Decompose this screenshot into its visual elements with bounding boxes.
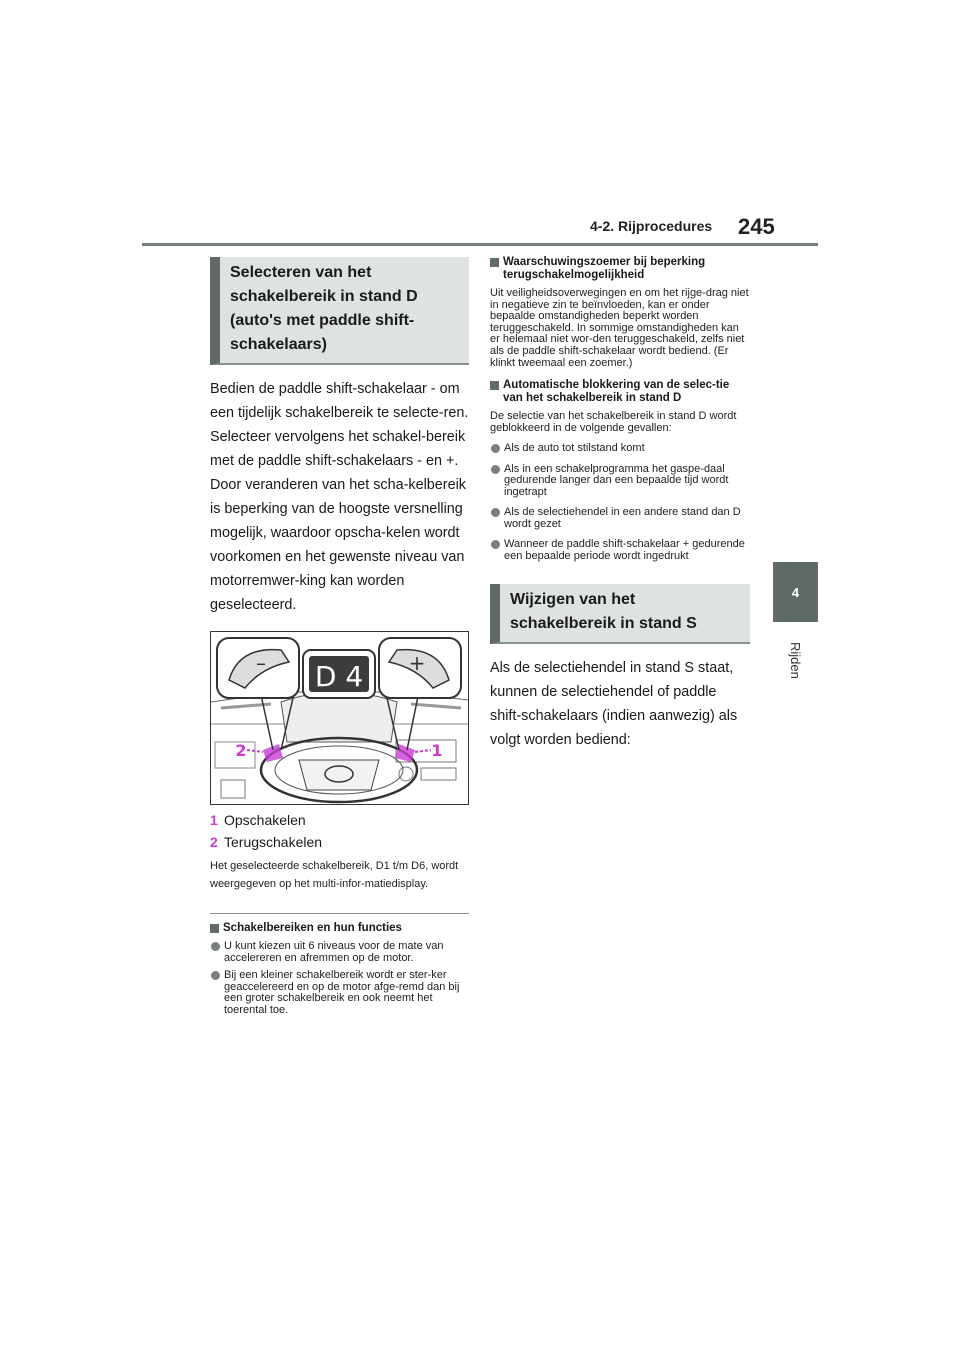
bullet-item: Bij een kleiner schakelbereik wordt er ster-ker geaccelereerd en op de motor afge-remd dan bij een groter schakelbereik en ook neemt het toerental toe. bbox=[210, 970, 469, 1016]
numbered-item-1 bbox=[210, 809, 469, 831]
bullet-item: Als de auto tot stilstand komt bbox=[490, 443, 750, 455]
chapter-label-text: Rijden bbox=[788, 641, 803, 679]
section-divider bbox=[210, 913, 469, 914]
bullet-item: Als de selectiehendel in een andere stand dan D wordt gezet bbox=[490, 507, 750, 530]
intro-text-s: Als de selectiehendel in stand S staat, kunnen de selectiehendel of paddle shift-schakelaars (indien aanwezig) als volgt worden bediend: bbox=[490, 660, 738, 749]
section-heading-d: Selecteren van het schakelbereik in stand D (auto's met paddle shift-schakelaars) bbox=[210, 257, 469, 365]
figure-minus-label: – bbox=[256, 651, 266, 675]
figure-callout-2: 2 bbox=[235, 741, 247, 760]
sub-heading-warning: Waarschuwingszoemer bij beperking terugschakelmogelijkheid bbox=[490, 256, 750, 282]
header-rule bbox=[142, 243, 818, 246]
numbered-item-2 bbox=[210, 831, 469, 853]
bullet-item: Wanneer de paddle shift-schakelaar + gedurende een bepaalde periode wordt ingedrukt bbox=[490, 539, 750, 562]
header-section: 4-2. Rijprocedures bbox=[590, 218, 713, 234]
numbered-item-2-text: Terugschakelen bbox=[224, 834, 323, 850]
bullet-item: Als in een schakelprogramma het gaspe-daal gedurende langer dan een bepaalde tijd wordt ingetrapt bbox=[490, 464, 750, 499]
numbered-item-1-num: 1 bbox=[210, 812, 218, 828]
figure-callout-1: 1 bbox=[431, 741, 443, 760]
warning-text: Uit veiligheidsoverwegingen en om het rijge-drag niet in negatieve zin te beïnvloeden, kan er onder bepaalde omstandigheden beperkt worden teruggeschakeld. In sommige omstandigheden kan er helemaal niet wor-den teruggeschakeld, zelfs niet als de paddle shift-schakelaar wordt bediend. (Er klinkt tweemaal een zoemer.) bbox=[490, 287, 749, 369]
intro-text: Bedien de paddle shift-schakelaar - om een tijdelijk schakelbereik te selecte-ren. Selecteer vervolgens het schakel-bereik met de paddle shift-schakelaars - en +. Door veranderen van het scha-kelbereik is beperking van de hoogste versnelling mogelijk, waardoor opscha-kelen wordt voorkomen en het gewenste niveau van motorremwer-king kan worden geselecteerd. bbox=[210, 381, 469, 613]
auto-block-text: De selectie van het schakelbereik in stand D wordt geblokkeerd in de volgende gevallen: bbox=[490, 410, 737, 434]
right-column bbox=[490, 256, 750, 752]
chapter-tab: 4 bbox=[773, 562, 818, 622]
sub-heading-auto-block: Automatische blokkering van de selec-tie van het schakelbereik in stand D bbox=[490, 379, 750, 405]
paddle-shift-figure bbox=[210, 631, 469, 805]
section-heading-s: Wijzigen van het schakelbereik in stand S bbox=[490, 584, 750, 644]
figure-plus-label: + bbox=[408, 651, 426, 675]
figure-display-text: D 4 bbox=[314, 660, 364, 693]
chapter-label bbox=[773, 630, 818, 690]
bullet-item: U kunt kiezen uit 6 niveaus voor de mate van accelereren en afremmen op de motor. bbox=[210, 941, 469, 964]
page-number: 245 bbox=[738, 214, 775, 239]
paddle-shift-illustration bbox=[211, 632, 468, 804]
sub-heading-ranges: Schakelbereiken en hun functies bbox=[210, 922, 469, 935]
numbered-item-2-num: 2 bbox=[210, 834, 218, 850]
numbered-item-1-text: Opschakelen bbox=[224, 812, 306, 828]
display-note: Het geselecteerde schakelbereik, D1 t/m D6, wordt weergegeven op het multi-infor-matiedisplay. bbox=[210, 860, 459, 890]
left-column bbox=[210, 257, 469, 1016]
